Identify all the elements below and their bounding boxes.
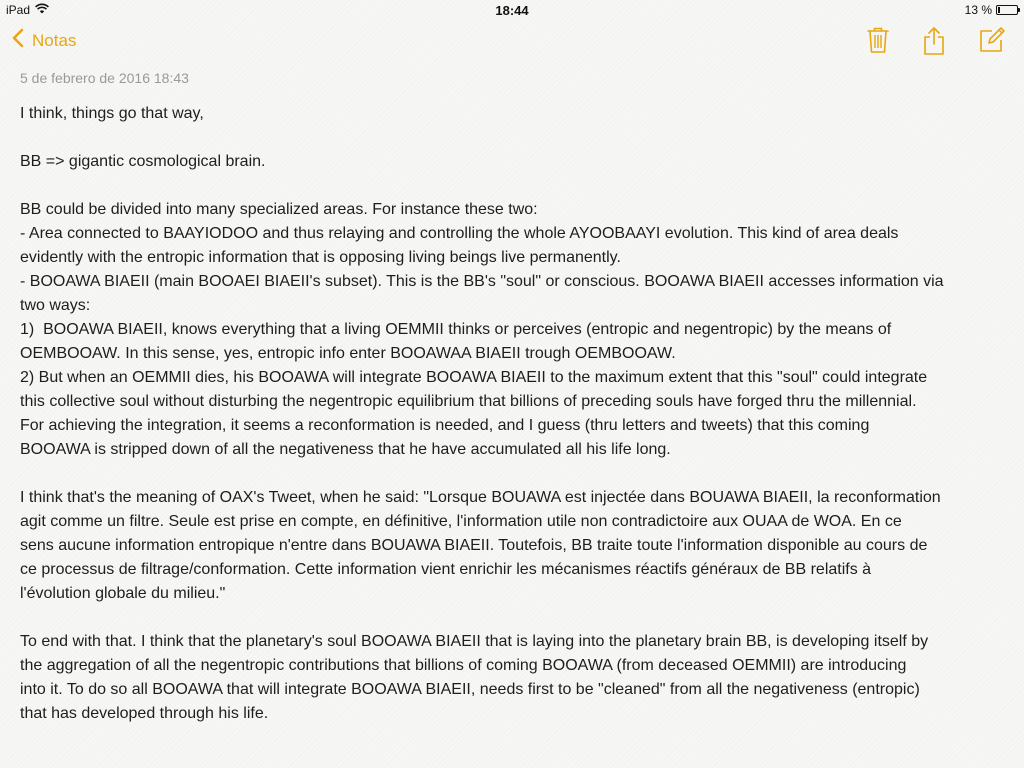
note-line [20,606,1008,630]
note-line: I think, things go that way, [20,105,204,122]
note-line: two ways: [20,297,91,314]
trash-icon[interactable] [866,26,890,59]
chevron-left-icon [12,28,24,53]
note-line: 1) BOOAWA BIAEII, knows everything that a living OEMMII thinks or perceives (entropic and negentropic) by the means of [20,321,892,338]
note-line: For achieving the integration, it seems a reconformation is needed, and I guess (thru letters and tweets) that this coming [20,417,870,434]
note-line: into it. To do so all BOOAWA that will integrate BOOAWA BIAEII, needs first to be "cleaned" from all the negativeness (entropic) [20,681,920,698]
status-time: 18:44 [495,3,529,18]
note-line: - Area connected to BAAYIODOO and thus relaying and controlling the whole AYOOBAAYI evolution. This kind of area deals [20,225,899,242]
compose-icon[interactable] [978,26,1006,59]
note-date: 5 de febrero de 2016 18:43 [20,70,189,86]
note-line: BB => gigantic cosmological brain. [20,153,266,170]
device-name: iPad [6,3,31,17]
back-button-label: Notas [32,30,77,50]
note-line: 2) But when an OEMMII dies, his BOOAWA will integrate BOOAWA BIAEII to the maximum extent that this "soul" could integrate [20,369,928,386]
note-line [20,126,1008,150]
note-line: evidently with the entropic information that is opposing living beings live permanently. [20,249,621,266]
status-right [965,3,1018,17]
note-line [20,462,1008,486]
battery-level [998,7,1000,13]
note-body[interactable] [20,102,1008,726]
note-line: l'évolution globale du milieu." [20,585,226,602]
status-bar [0,0,1024,20]
note-line: the aggregation of all the negentropic contributions that billions of coming BOOAWA (from deceased OEMMII) are introducing [20,657,907,674]
note-line: that has developed through his life. [20,705,269,722]
note-line: To end with that. I think that the planetary's soul BOOAWA BIAEII that is laying into the planetary brain BB, is developing itself by [20,633,929,650]
note-line: sens aucune information entropique n'entre dans BOUAWA BIAEII. Toutefois, BB traite toute l'information disponible au cours de [20,537,928,554]
note-line: ce processus de filtrage/conformation. Cette information vient enrichir les mécanismes réactifs généraux de BB relatifs à [20,561,872,578]
battery-icon [996,5,1018,15]
battery-percent: 13 % [964,3,992,17]
note-line: BB could be divided into many specialized areas. For instance these two: [20,201,538,218]
note-line: agit comme un filtre. Seule est prise en compte, en définitive, l'information utile non contradictoire aux OUAA de WOA. En ce [20,513,902,530]
back-button[interactable] [12,28,76,53]
share-icon[interactable] [922,26,946,61]
note-line: - BOOAWA BIAEII (main BOOAEI BIAEII's subset). This is the BB's "soul" or conscious. BOOAWA BIAEII accesses information via [20,273,944,290]
note-line: I think that's the meaning of OAX's Tweet, when he said: "Lorsque BOUAWA est injectée dans BOUAWA BIAEII, la reconformation [20,489,941,506]
nav-bar [0,22,1024,62]
note-line: this collective soul without disturbing the negentropic equilibrium that billions of preceding souls have forged thru the millennial. [20,393,917,410]
note-line [20,174,1008,198]
note-line: OEMBOOAW. In this sense, yes, entropic info enter BOOAWAA BIAEII trough OEMBOOAW. [20,345,676,362]
note-line: BOOAWA is stripped down of all the negativeness that he have accumulated all his life long. [20,441,671,458]
